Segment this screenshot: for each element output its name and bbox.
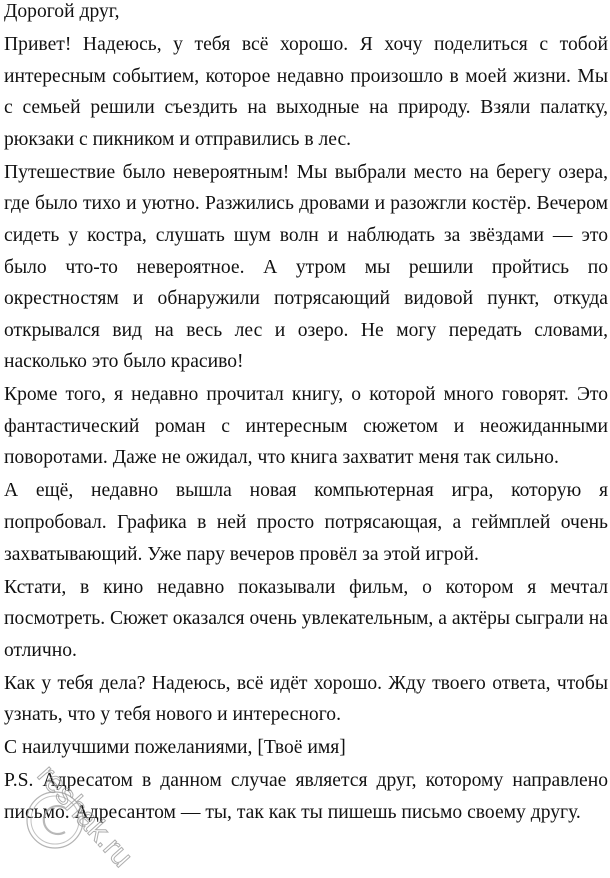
letter-closing: С наилучшими пожеланиями, [Твоё имя] bbox=[4, 737, 346, 759]
watermark-text: reshak.ru bbox=[30, 758, 140, 872]
letter-paragraph-movie: Кстати, в кино недавно показывали фильм, о котором я мечтал посмотреть. Сюжет оказался очень увлекательным, а актёры сыграли на отлично. bbox=[4, 576, 608, 661]
letter-paragraph-intro: Привет! Надеюсь, у тебя всё хорошо. Я хочу поделиться с тобой интересным событием, которое недавно произошло в моей жизни. Мы с семьей решили съездить на выходные на природу. Взяли палатку, рюкзаки с пикником и отправились в лес. bbox=[4, 33, 608, 150]
letter-paragraph-question: Как у тебя дела? Надеюсь, всё идёт хорошо. Жду твоего ответа, чтобы узнать, что у тебя нового и интересного. bbox=[4, 672, 608, 726]
letter-paragraph-game: А ещё, недавно вышла новая компьютерная игра, которую я попробовал. Графика в ней просто потрясающая, а геймплей очень захватывающий. Уже пару вечеров провёл за этой игрой. bbox=[4, 480, 608, 565]
letter-paragraph-book: Кроме того, я недавно прочитал книгу, о которой много говорят. Это фантастический роман с интересным сюжетом и неожиданными поворотами. Даже не ожидал, что книга захватит меня так сильно. bbox=[4, 384, 608, 469]
letter-postscript: P.S. Адресатом в данном случае является друг, которому направлено письмо. Адресантом — ты, так как ты пишешь письмо своему другу. bbox=[4, 770, 608, 823]
letter-document bbox=[4, 0, 608, 830]
letter-greeting: Дорогой друг, bbox=[4, 1, 120, 22]
letter-paragraph-trip: Путешествие было невероятным! Мы выбрали место на берегу озера, где было тихо и уютно. Разжились дровами и разожгли костёр. Вечером сидеть у костра, слушать шум волн и наблюдать за звёздами — это было что-то невероятное. А утром мы решили пройтись по окрестностям и обнаружили потрясающий видовой пункт, откуда открывался вид на весь лес и озеро. Не могу передать словами, насколько это было красиво! bbox=[4, 161, 608, 373]
